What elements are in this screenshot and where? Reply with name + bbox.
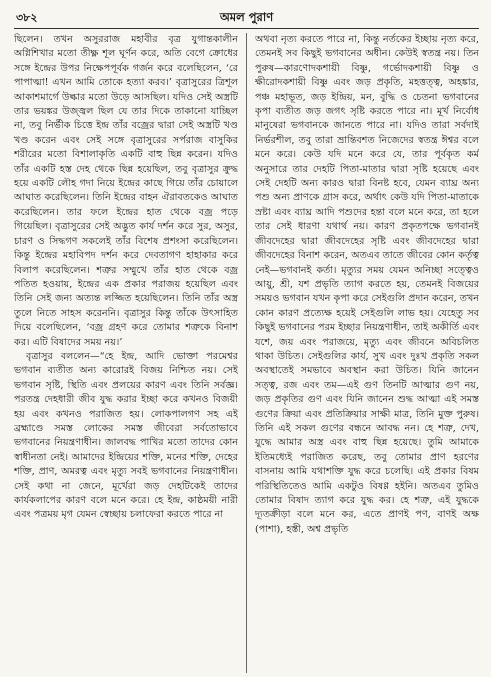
running-title: অমল পুরাণ — [219, 10, 274, 24]
right-column — [255, 33, 479, 673]
column-divider — [246, 33, 247, 673]
page-header — [14, 6, 479, 28]
left-column — [14, 33, 238, 673]
right-paragraph-1: অথবা নৃত্য করতে পারে না, কিন্তু নর্তকের ইচ্ছায় নৃত্য করে, তেমনই সব কিছুই ভগবানের অধীন। কেউই স্বতন্ত্র নয়। তিন পুরুষ—কারণোদকশায়ী বিষ্ণু, গর্ভোদকশায়ী বিষ্ণু ও ক্ষীরোদকশায়ী বিষ্ণু এবং জড় প্রকৃতি, মহত্তত্ত্ব, অহঙ্কার, পঞ্চ মহাভূত, জড় ইন্দ্রিয়, মন, বুদ্ধি ও চেতনা ভগবানের কৃপা ব্যতীত জড় জগৎ সৃষ্টি করতে পারে না। মূর্খ নির্বোধ মানুষেরা ভগবানকে জানতে পারে না। যদিও তারা সর্বদাই নির্ভরশীল, তবু তারা ভ্রান্তিবশত নিজেদের স্বতন্ত্র ঈশ্বর বলে মনে করে। কেউ যদি মনে করে যে, তার পূর্বকৃত কর্ম অনুসারে তার দেহটি পিতা-মাতার দ্বারা সৃষ্টি হয়েছে এবং সেই দেহটি অন্য কারও দ্বারা বিনষ্ট হবে, যেমন ব্যাঘ্র অন্য পশু অন্য প্রাণকে গ্রাস করে, অর্থাৎ কেউ যদি পিতা-মাতাকে স্রষ্টা এবং ব্যাঘ্র আদি পশুদের হন্তা বলে মনে করে, তা হলে তার সেই ধারণা যথার্থ নয়। কারণ প্রকৃতপক্ষে ভগবানই জীবদেহের দ্বারা জীবদেহের সৃষ্টি এবং জীবদেহের দ্বারা জীবদেহের বিনাশ করেন, অতএব তাতে জীবের কোন কর্তৃত্ব নেই—ভগবানই কর্তা। মৃত্যুর সময় যেমন অনিচ্ছা সত্ত্বেও আয়ু, শ্রী, যশ প্রভৃতি ত্যাগ করতে হয়, তেমনই বিজয়ের সময়ও ভগবান যখন কৃপা করে সেইগুলি প্রদান করেন, তখন কোন কারণ প্রত্যেক্ষ হয়েই সেইগুলি লাভ হয়। যেহেতু সব কিছুই ভগবানের পরম ইচ্ছার নিয়ন্ত্রণাধীন, তাই অকীর্তি এবং যশে, জয় এবং পরাজয়ে, মৃত্যু এবং জীবনে অবিচলিত থাকা উচিত। সেইগুলির কার্য, সুখ এবং দুঃখ প্রকৃতি সকল অবস্থাতেই সমভাবে অবস্থান করা উচিত। যিনি জানেন সত্ত্ব, রজ এবং তম—এই গুণ তিনটি আত্মার গুণ নয়, জড় প্রকৃতির গুণ এবং যিনি জানেন শুদ্ধ আত্মা এই সমস্ত গুণের ক্রিয়া এবং প্রতিক্রিয়ার সাক্ষী মাত্র, তিনি মুক্ত পুরুষ। তিনি এই সকল গুণের বন্ধনে আবদ্ধ নন। হে শত্রু, দেখ, যুদ্ধে আমার অস্ত্র এবং বাহু ছিন্ন হয়েছে। তুমি আমাকে ইতিমধ্যেই পরাজিত করেছ, তবু তোমার প্রাণ হরণের বাসনায় আমি যথাশক্তি যুদ্ধ করে চলেছি। এই প্রকার বিষম পরিস্থিতিতেও আমি একটুও বিষণ্ণ হইনি। অতএব তুমিও তোমার বিষাদ ত্যাগ করে যুদ্ধ কর। হে শত্রু, এই যুদ্ধকে দ্যূতক্রীড়া বলে মনে কর, এতে প্রাণই পণ, বাণই অক্ষ (পাশা), হস্তী, অশ্ব প্রভৃতি — [255, 34, 479, 535]
left-paragraph-2: বৃত্রাসুর বললেন—“হে ইন্দ্র, আদি ভোক্তা পরমেশ্বর ভগবান ব্যতীত অন্য কারোরই বিজয় নিশ্চিত নয়। সেই ভগবান সৃষ্টি, স্থিতি এবং প্রলয়ের কারণ এবং তিনি সর্বজ্ঞ। পরতন্ত্র দেহধারী জীব যুদ্ধ করার ইচ্ছা করে কখনও বিজয়ী হয় এবং কখনও পরাজিত হয়। লোকপালগণ সহ এই ব্রহ্মাণ্ডে সমস্ত লোকের সমস্ত জীবেরা সর্বতোভাবে ভগবানের নিয়ন্ত্রণাধীন। জালবদ্ধ পাখির মতো তাদের কোন স্বাধীনতা নেই। আমাদের ইন্দ্রিয়ের শক্তি, মনের শক্তি, দেহের শক্তি, প্রাণ, অমরত্ব এবং মৃত্যু সবই ভগবানের নিয়ন্ত্রণাধীন। সেই কথা না জেনে, মূর্খেরা জড় দেহটিকেই তাদের কার্যকলাপের কারণ বলে মনে করে। হে ইন্দ্র, কাষ্ঠময়ী নারী এবং পত্রময় মৃগ যেমন স্বেচ্ছায় চলাফেরা করতে পারে না — [14, 350, 238, 521]
text-columns — [14, 33, 479, 673]
page-number: ৩৮২ — [16, 11, 38, 24]
header-rule — [14, 28, 479, 29]
left-paragraph-1: ছিলেন। তখন অসুররাজ মহাবীর বৃত্র যুগান্তকালীন অগ্নিশিখার মতো তীক্ষ্ণ শূল ঘূর্ণন করে, অতি বেগে ক্রোধের সঙ্গে ইন্দ্রের উপর নিক্ষেপপূর্বক গর্জন করে বলেছিলেন, ‘রে পাপাত্মা! এখন আমি তোকে হত্যা করব।’ বৃত্রাসুরের ত্রিশূল আকাশমার্গে উল্কার মতো উড়ে আসছিল। যদিও সেই অস্ত্রটি তার ভয়ঙ্কর উজ্জ্বল ছিল যে তার দিকে তাকানো যাচ্ছিল না, তবু নির্ভীক চিত্তে ইন্দ্র তাঁর বজ্রের দ্বারা সেই অস্ত্রটি খণ্ড খণ্ড করেন এবং সেই সঙ্গে বৃত্রাসুরের সর্পরাজ বাসুকির শরীরের মতো বিশালাকৃতি একটি বাহু ছিন্ন করেন। যদিও তাঁর একটি হস্ত দেহ থেকে ছিন্ন হয়েছিল, তবু বৃত্রাসুর ক্রুদ্ধ হয়ে একটি লৌহ গদা নিয়ে ইন্দ্রের কাছে গিয়ে তাঁর চোয়ালে আঘাত করেছিলেন। তিনি ইন্দ্রের বাহন ঐরাবতকেও আঘাত করেছিলেন। তার ফলে ইন্দ্রের হাত থেকে বজ্র পড়ে গিয়েছিল। বৃত্রাসুরের সেই অদ্ভুত কার্য দর্শন করে সুর, অসুর, চারণ ও সিদ্ধগণ সকলেই তাঁর বিশেষ প্রশংসা করেছিলেন। কিন্তু ইন্দ্রের মহাবিপদ দর্শন করে দেবতাগণ হাহাকার করে বিলাপ করেছিলেন। শত্রুর সম্মুখে তাঁর হাত থেকে বজ্র পতিত হওয়ায়, ইন্দ্রের এক প্রকার পরাজয় হয়েছিল এবং তিনি সেই জন্য অত্যন্ত লজ্জিত হয়েছিলেন। তিনি তাঁর অস্ত্র তুলে নিতে সাহস করেননি। বৃত্রাসুর কিন্তু তাঁকে উৎসাহিত দিয়ে বলেছিলেন, ‘বজ্র গ্রহণ করে তোমার শত্রুকে বিনাশ কর। এটি বিষাদের সময় নয়।’ — [14, 34, 238, 348]
